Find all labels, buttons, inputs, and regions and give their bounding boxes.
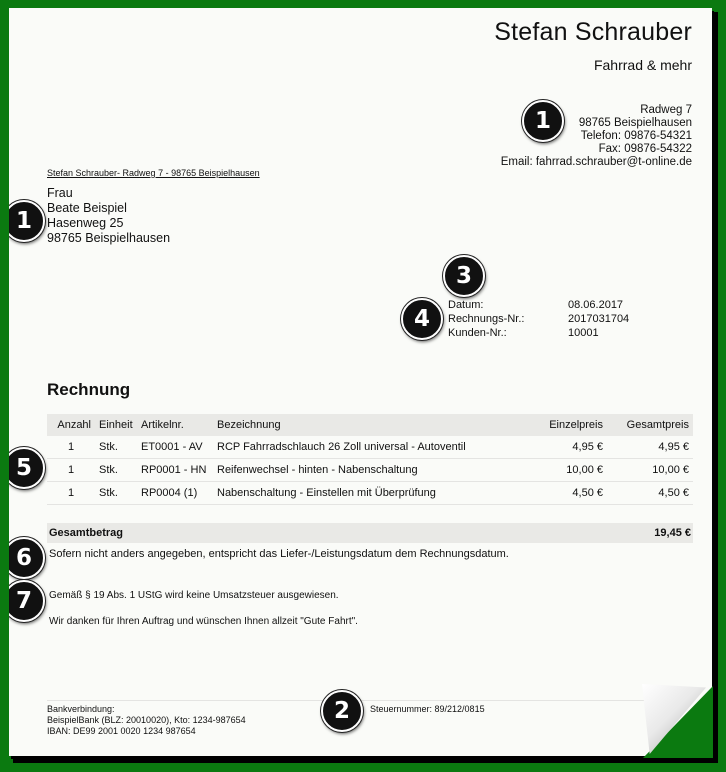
number-badge-1-header: 1 — [522, 100, 564, 142]
page-shadow-bottom — [13, 756, 718, 763]
total-label: Gesamtbetrag — [49, 527, 123, 539]
cell-quantity: 1 — [47, 482, 95, 505]
address-street: Radweg 7 — [640, 104, 692, 116]
total-value: 19,45 € — [654, 527, 691, 539]
cell-total-price: 4,95 € — [607, 436, 693, 459]
cell-description: Nabenschaltung - Einstellen mit Überprüfung — [213, 482, 527, 505]
bank-details — [47, 704, 246, 737]
table-row — [47, 436, 693, 459]
cell-total-price: 10,00 € — [607, 459, 693, 482]
date-label: Datum: — [448, 299, 484, 311]
cell-total-price: 4,50 € — [607, 482, 693, 505]
tax-number: Steuernummer: 89/212/0815 — [370, 704, 485, 714]
number-badge-4: 4 — [401, 298, 443, 340]
cell-article-no: RP0004 (1) — [137, 482, 213, 505]
meta-row-invoice-no — [448, 312, 629, 326]
invoice-meta — [448, 298, 629, 340]
cell-article-no: ET0001 - AV — [137, 436, 213, 459]
table-row — [47, 482, 693, 505]
col-quantity: Anzahl — [47, 414, 95, 436]
cell-unit-price: 4,50 € — [527, 482, 607, 505]
cell-unit: Stk. — [95, 459, 137, 482]
number-badge-2: 2 — [321, 690, 363, 732]
cell-quantity: 1 — [47, 459, 95, 482]
bank-account: BeispielBank (BLZ: 20010020), Kto: 1234-987654 — [47, 715, 246, 725]
meta-row-date — [448, 298, 629, 312]
address-phone: Telefon: 09876-54321 — [580, 130, 692, 142]
thanks-note: Wir danken für Ihren Auftrag und wünschen Ihnen allzeit "Gute Fahrt". — [49, 616, 358, 627]
recipient-city: 98765 Beispielhausen — [47, 231, 171, 245]
cell-unit: Stk. — [95, 436, 137, 459]
table-header-row — [47, 414, 693, 436]
cell-description: Reifenwechsel - hinten - Nabenschaltung — [213, 459, 527, 482]
recipient-street: Hasenweg 25 — [47, 216, 124, 230]
col-description: Bezeichnung — [213, 414, 527, 436]
bank-iban: IBAN: DE99 2001 0020 1234 987654 — [47, 726, 196, 736]
tax-note: Gemäß § 19 Abs. 1 UStG wird keine Umsatzsteuer ausgewiesen. — [49, 590, 339, 601]
col-article-no: Artikelnr. — [137, 414, 213, 436]
cell-unit-price: 4,95 € — [527, 436, 607, 459]
recipient-salutation: Frau — [47, 186, 73, 200]
col-total-price: Gesamtpreis — [607, 414, 693, 436]
invoice-title: Rechnung — [47, 380, 131, 399]
date-value: 08.06.2017 — [568, 299, 624, 311]
number-badge-1-recipient: 1 — [9, 200, 45, 242]
company-tagline: Fahrrad & mehr — [593, 57, 692, 73]
number-badge-6: 6 — [9, 537, 45, 579]
number-badge-5: 5 — [9, 447, 45, 489]
bank-heading: Bankverbindung: — [47, 704, 115, 714]
customer-no-value: 10001 — [568, 327, 599, 339]
cell-unit: Stk. — [95, 482, 137, 505]
customer-no-label: Kunden-Nr.: — [448, 327, 507, 339]
invoice-page — [9, 8, 712, 756]
total-row — [47, 523, 693, 543]
recipient-name: Beate Beispiel — [47, 201, 127, 215]
cell-quantity: 1 — [47, 436, 95, 459]
address-city: 98765 Beispielhausen — [578, 117, 692, 129]
items-table — [47, 414, 693, 505]
number-badge-7: 7 — [9, 580, 45, 622]
address-fax: Fax: 09876-54322 — [598, 143, 692, 155]
meta-row-customer-no — [448, 326, 629, 340]
sender-line: Stefan Schrauber- Radweg 7 - 98765 Beispielhausen — [47, 168, 260, 178]
col-unit: Einheit — [95, 414, 137, 436]
invoice-no-label: Rechnungs-Nr.: — [448, 313, 525, 325]
company-name: Stefan Schrauber — [494, 18, 692, 46]
table-row — [47, 459, 693, 482]
cell-description: RCP Fahrradschlauch 26 Zoll universal - Autoventil — [213, 436, 527, 459]
cell-article-no: RP0001 - HN — [137, 459, 213, 482]
page-shadow-right — [712, 12, 718, 760]
cell-unit-price: 10,00 € — [527, 459, 607, 482]
invoice-no-value: 2017031704 — [568, 313, 630, 325]
recipient-address — [47, 186, 170, 246]
delivery-date-note: Sofern nicht anders angegeben, entspricht das Liefer-/Leistungsdatum dem Rechnungsdatum. — [49, 548, 509, 560]
col-unit-price: Einzelpreis — [527, 414, 607, 436]
number-badge-3: 3 — [443, 255, 485, 297]
address-email: Email: fahrrad.schrauber@t-online.de — [500, 156, 692, 168]
